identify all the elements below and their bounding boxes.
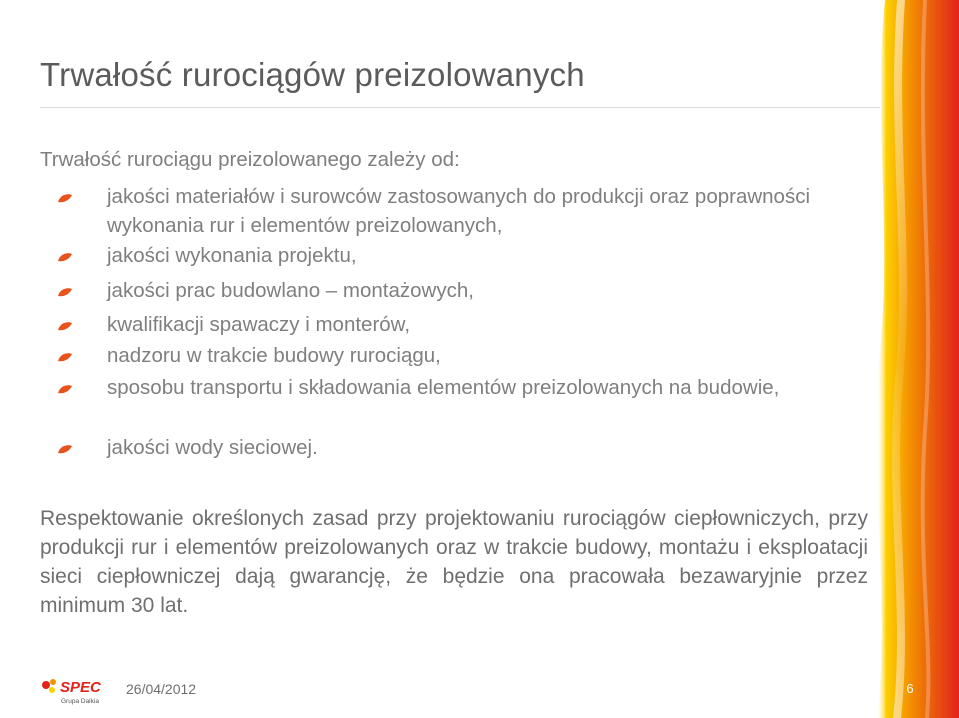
summary-paragraph: Respektowanie określonych zasad przy projektowaniu rurociągów ciepłowniczych, przy produkcji rur i elementów preizolowanych oraz w trakcie budowy, montażu i eksploatacji sieci ciepłowniczej dają gwarancję, że będzie ona pracowała bezawaryjnie przez minimum 30 lat. bbox=[40, 507, 868, 617]
bullet-text: jakości prac budowlano – montażowych, bbox=[107, 279, 474, 302]
bullet-text: jakości wykonania projektu, bbox=[107, 244, 357, 267]
leaf-bullet-icon bbox=[57, 444, 73, 454]
bullet-text: jakości wody sieciowej. bbox=[107, 436, 318, 459]
spec-logo-icon bbox=[40, 676, 110, 706]
leaf-bullet-icon bbox=[57, 287, 73, 297]
leaf-bullet-icon bbox=[57, 384, 73, 394]
bullet-text: kwalifikacji spawaczy i monterów, bbox=[107, 313, 411, 336]
decorative-gradient-band bbox=[871, 0, 959, 718]
leaf-bullet-icon bbox=[57, 321, 73, 331]
bullet-text: nadzoru w trakcie budowy rurociągu, bbox=[107, 344, 441, 367]
leaf-bullet-icon bbox=[57, 352, 73, 362]
logo-subtext: Grupa Dalkia bbox=[61, 698, 99, 705]
logo-text: SPEC bbox=[60, 679, 101, 696]
leaf-bullet-icon bbox=[57, 252, 73, 262]
leaf-bullet-icon bbox=[57, 193, 73, 203]
page-number: 6 bbox=[906, 681, 914, 696]
bullet-text: jakości materiałów i surowców zastosowanych do produkcji oraz poprawności wykonania rur i elementów preizolowanych, bbox=[107, 185, 811, 237]
intro-text: Trwałość rurociągu preizolowanego zależy od: bbox=[40, 148, 460, 171]
title-divider bbox=[40, 107, 880, 108]
footer-date: 26/04/2012 bbox=[126, 681, 197, 697]
bullet-text: sposobu transportu i składowania elementów preizolowanych na budowie, bbox=[107, 376, 780, 399]
slide-title: Trwałość rurociągów preizolowanych bbox=[40, 56, 585, 93]
